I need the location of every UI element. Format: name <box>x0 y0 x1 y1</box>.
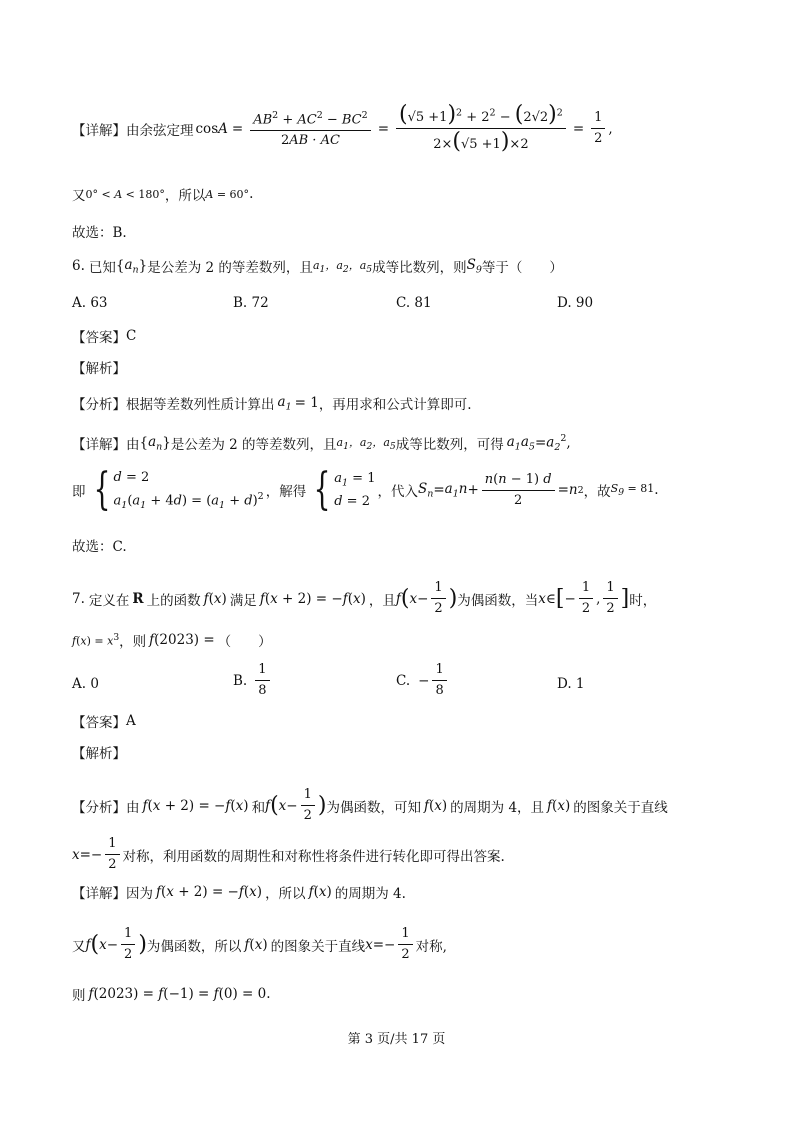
q5-answer: 故选：B. <box>72 225 127 241</box>
q7-option-c[interactable]: C. − $\frac{1}{8}$ <box>396 662 450 699</box>
q7-stem: 7. 定义在 R 上的函数 f(x) 满足 f(x + 2) = −f(x) ，且 f ( x − $\frac{1}{2}$ ) 为偶函数，当 x ∈ [ − $\frac{1}{2}$ , $\frac{1}{2}$ ] 时， <box>72 580 657 616</box>
page-footer: 第 3 页/共 17 页 <box>347 1032 446 1047</box>
q6-analysis-tag: 【解析】 <box>72 361 126 377</box>
q6-stem: 6. 已知 { $a_n$ } 是公差为 2 的等差数列，且 $a_1$，$a_2$，$a_5$ 成等比数列，则 $S_9$ 等于（ ） <box>72 256 563 276</box>
q6-fenxi: 【分析】 根据等差数列性质计算出 $a_1$ = 1 ，再用求和公式计算即可. <box>72 393 472 413</box>
q7-detail-3: 则 f(2023) = f(−1) = f(0) = 0 . <box>72 986 271 1004</box>
q6-answer: C <box>126 328 137 344</box>
q7-answer-line: 【答案】 A <box>72 713 136 731</box>
q7-stem-2: $f(x) = x^3$ ，则 f(2023) = （ ） <box>72 632 272 650</box>
q7-answer: A <box>126 713 136 729</box>
q7-analysis-tag: 【解析】 <box>72 746 126 762</box>
q7-detail: 【详解】 因为 f(x + 2) = −f(x) ，所以 f(x) 的周期为 4. <box>72 884 406 902</box>
q6-detail: 【详解】 由 { $a_n$ } 是公差为 2 的等差数列，且 $a_1$，$a_2$，$a_5$ 成等比数列，可得 $a_1a_5$ = $a_2^2$ , <box>72 433 571 454</box>
q6-option-c[interactable]: C. 81 <box>396 295 432 311</box>
q6-option-a[interactable]: A. 63 <box>72 295 108 311</box>
q7-option-b[interactable]: B. $\frac{1}{8}$ <box>233 662 273 699</box>
q5-angle-line: 又 0° < A < 180° ，所以 A = 60° . <box>72 186 254 204</box>
cosine-value-fraction: $\frac{(√5 +1)^2 + 2^2 - (2√2)^2}{2\times(√5 +1)\times 2}$ <box>396 104 566 153</box>
q6-option-d[interactable]: D. 90 <box>557 295 594 311</box>
q7-fenxi-2: x =− $\frac{1}{2}$ 对称，利用函数的周期性和对称性将条件进行转化即可得出答案. <box>72 836 505 872</box>
q6-system-line: 即 { d = 2 $a_1(a_1 + 4d) = (a_1 + d)^2$ ，解得 { $a_1 = 1$ d = 2 ，代入 $S_n$ = $a_1n$ + $\frac{n(n - 1) d}{2}$ = n 2 ，故 $S_9 = 81$ . <box>72 464 659 515</box>
q5-detail-line: 【详解】 由余弦定理 cos A = $\frac{AB^2 + AC^2 - BC^2}{2AB \cdot AC}$ = $\frac{(√5 +1)^2 + 2^2 - (2√2)^2}{2\times(√5 +1)\times 2}$ = $\frac{1}{2}$ , <box>72 102 613 154</box>
detail-tag: 【详解】 <box>72 122 126 139</box>
cosine-fraction: $\frac{AB^2 + AC^2 - BC^2}{2AB \cdot AC}$ <box>250 108 371 149</box>
detail-text: 由余弦定理 <box>126 122 194 139</box>
q6-choose: 故选：C. <box>72 539 127 555</box>
q7-option-a[interactable]: A. 0 <box>72 676 99 692</box>
q6-answer-line: 【答案】 C <box>72 328 137 346</box>
q7-detail-2: 又 f ( x − $\frac{1}{2}$ ) 为偶函数，所以 f(x) 的图象关于直线 x =− $\frac{1}{2}$ 对称, <box>72 926 447 962</box>
q6-option-b[interactable]: B. 72 <box>233 295 269 311</box>
q7-option-d[interactable]: D. 1 <box>557 676 585 692</box>
q7-fenxi: 【分析】 由 f(x + 2) = −f(x) 和 f ( x − $\frac{1}{2}$ ) 为偶函数，可知 f(x) 的周期为 4，且 f(x) 的图象关于直线 <box>72 787 668 823</box>
